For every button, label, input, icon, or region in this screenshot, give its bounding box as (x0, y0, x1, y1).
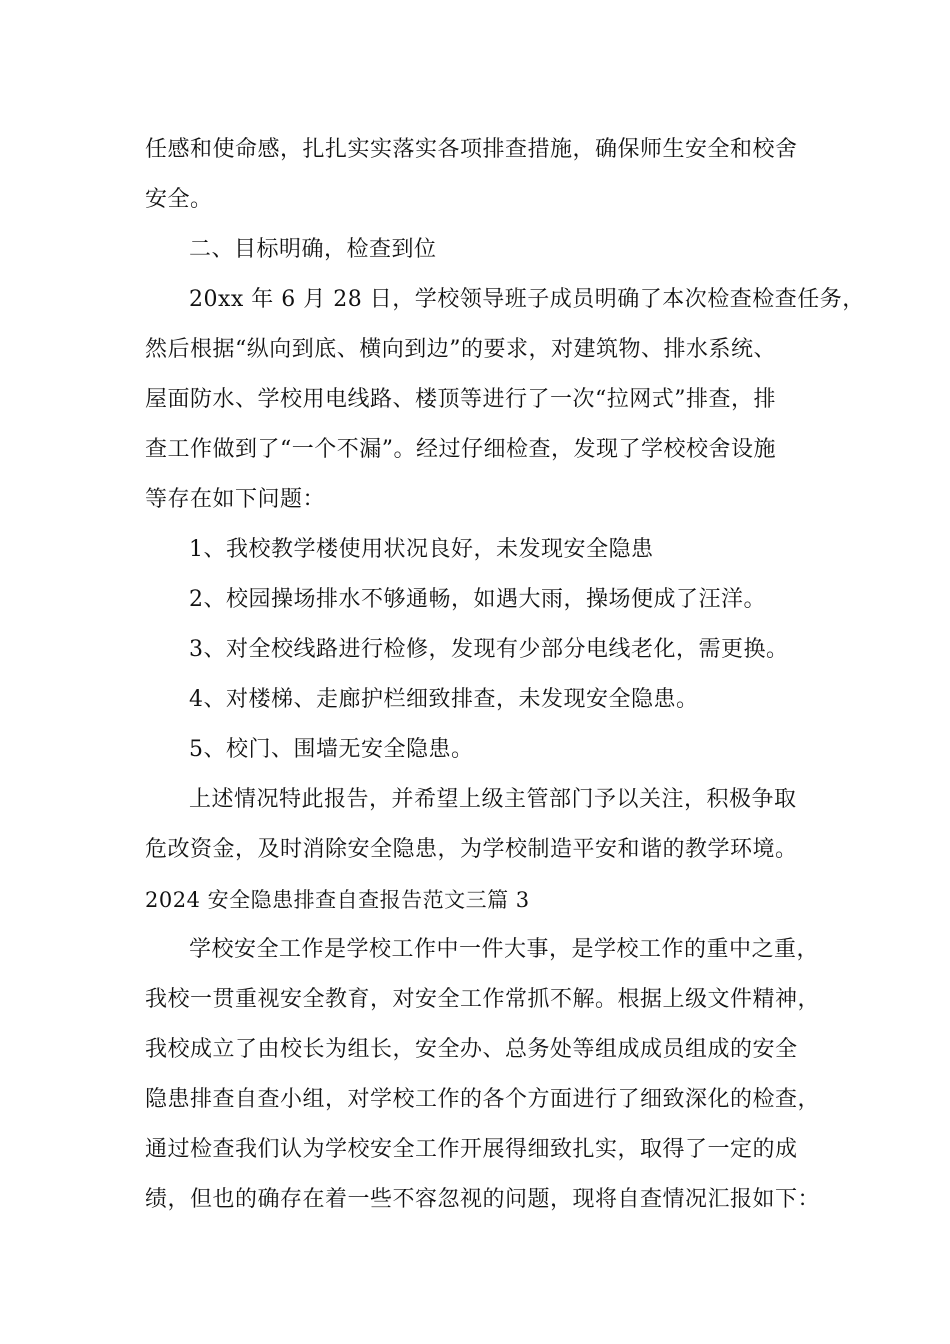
article-title: 2024 安全隐患排查自查报告范文三篇 3 (145, 888, 530, 912)
list-item: 2、校园操场排水不够通畅，如遇大雨，操场便成了汪洋。 (189, 587, 766, 612)
section-heading: 二、目标明确，检查到位 (189, 237, 437, 262)
list-item: 3、对全校线路进行检修，发现有少部分电线老化，需更换。 (189, 637, 789, 662)
body-text-line: 20xx 年 6 月 28 日，学校领导班子成员明确了本次检查检查任务， (189, 287, 865, 312)
body-text-line: 然后根据“纵向到底、横向到边”的要求，对建筑物、排水系统、 (145, 337, 776, 362)
body-text-line: 屋面防水、学校用电线路、楼顶等进行了一次“拉网式”排查，排 (145, 387, 776, 412)
body-text-line: 隐患排查自查小组，对学校工作的各个方面进行了细致深化的检查， (145, 1087, 821, 1112)
body-text-line: 绩，但也的确存在着一些不容忽视的问题，现将自查情况汇报如下： (145, 1187, 821, 1212)
body-text-line: 查工作做到了“一个不漏”。经过仔细检查，发现了学校校舍设施 (145, 437, 776, 462)
body-text-line: 任感和使命感，扎扎实实落实各项排查措施，确保师生安全和校舍 (145, 137, 798, 162)
body-text-line: 危改资金，及时消除安全隐患，为学校制造平安和谐的教学环境。 (145, 837, 798, 862)
list-item: 4、对楼梯、走廊护栏细致排查，未发现安全隐患。 (189, 687, 699, 712)
list-item: 1、我校教学楼使用状况良好，未发现安全隐患 (189, 537, 654, 562)
body-text-line: 学校安全工作是学校工作中一件大事，是学校工作的重中之重， (189, 937, 820, 962)
body-text-line: 我校成立了由校长为组长，安全办、总务处等组成成员组成的安全 (145, 1037, 798, 1062)
body-text-line: 我校一贯重视安全教育，对安全工作常抓不解。根据上级文件精神， (145, 987, 821, 1012)
body-text-line: 安全。 (145, 187, 213, 212)
list-item: 5、校门、围墙无安全隐患。 (189, 737, 474, 762)
body-text-line: 通过检查我们认为学校安全工作开展得细致扎实，取得了一定的成 (145, 1137, 798, 1162)
body-text-line: 等存在如下问题： (145, 487, 326, 512)
body-text-line: 上述情况特此报告，并希望上级主管部门予以关注，积极争取 (189, 787, 797, 812)
